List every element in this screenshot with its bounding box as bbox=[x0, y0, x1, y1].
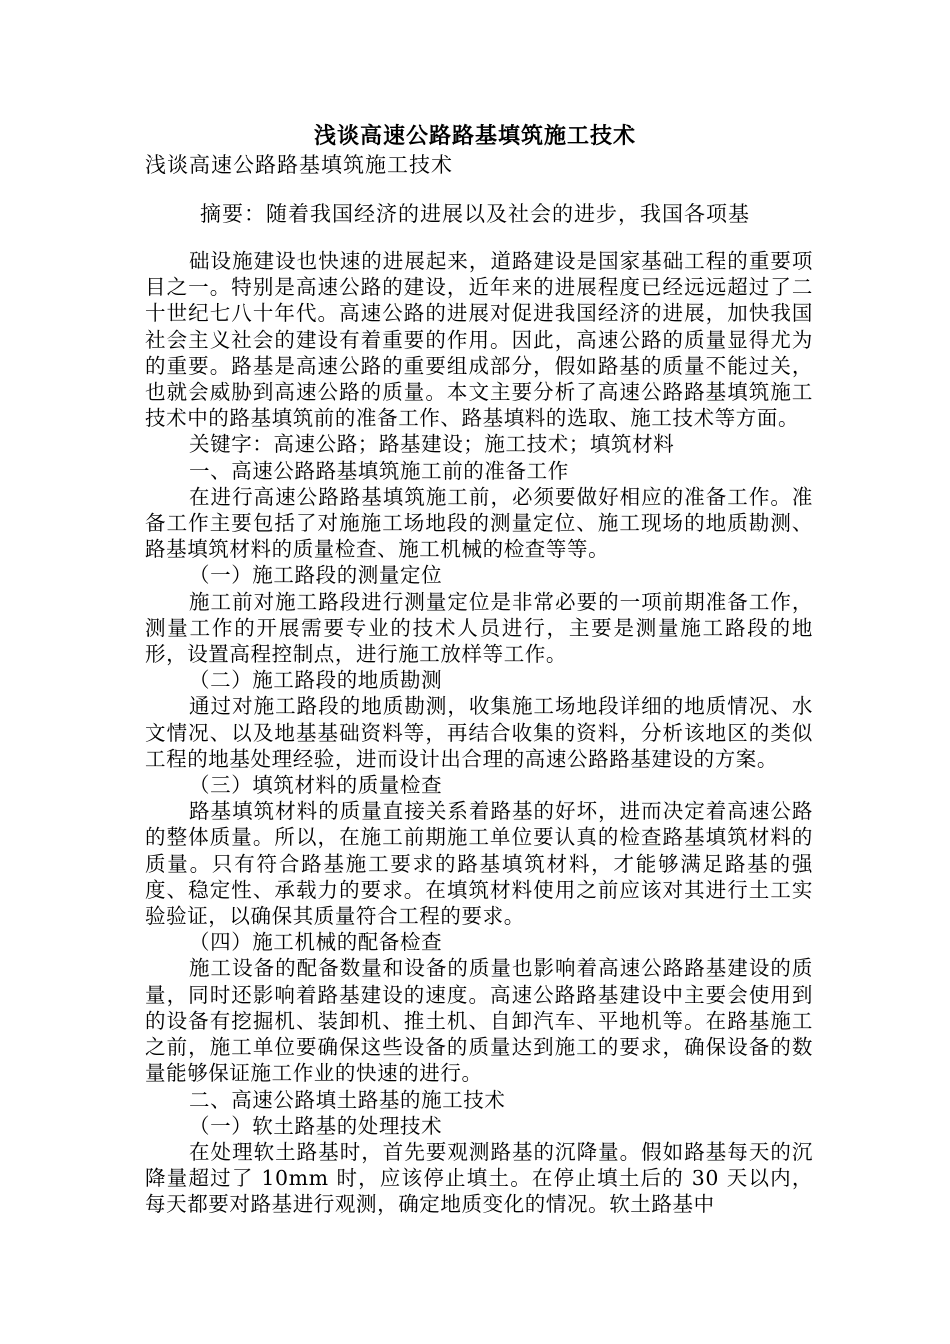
subsection-heading-1-2: （二）施工路段的地质勘测 bbox=[189, 668, 443, 693]
paragraph-material-inspection: 路基填筑材料的质量直接关系着路基的好坏，进而决定着高速公路的整体质量。所以，在施工前期施工单位要认真的检查路基填筑材料的质量。只有符合路基施工要求的路基填筑材料，才能够满足路基的强度、稳定性、承载力的要求。在填筑材料使用之前应该对其进行土工实验验证，以确保其质量符合工程的要求。 bbox=[145, 799, 813, 929]
abstract-lead-line: 摘要：随着我国经济的进展以及社会的进步，我国各项基 bbox=[200, 202, 750, 226]
document-body bbox=[145, 248, 813, 1218]
subsection-heading-1-1: （一）施工路段的测量定位 bbox=[189, 563, 443, 588]
keywords-line: 关键字：高速公路；路基建设；施工技术；填筑材料 bbox=[189, 432, 675, 457]
document-title: 浅谈高速公路路基填筑施工技术 bbox=[313, 123, 636, 149]
subsection-heading-1-4: （四）施工机械的配备检查 bbox=[189, 930, 443, 955]
section-heading-1: 一、高速公路路基填筑施工前的准备工作 bbox=[189, 458, 569, 483]
document-subtitle: 浅谈高速公路路基填筑施工技术 bbox=[145, 153, 453, 177]
paragraph-geological-survey: 通过对施工路段的地质勘测，收集施工场地段详细的地质情况、水文情况、以及地基基础资料等，再结合收集的资料，分析该地区的类似工程的地基处理经验，进而设计出合理的高速公路路基建设的方案。 bbox=[145, 694, 813, 771]
paragraph-prep-work: 在进行高速公路路基填筑施工前，必须要做好相应的准备工作。准备工作主要包括了对施施工场地段的测量定位、施工现场的地质勘测、路基填筑材料的质量检查、施工机械的检查等等。 bbox=[145, 484, 813, 562]
paragraph-soft-soil: 在处理软土路基时，首先要观测路基的沉降量。假如路基每天的沉降量超过了 10mm 时，应该停止填土。在停止填土后的 30 天以内，每天都要对路基进行观测，确定地质变化的情况。软土路基中 bbox=[145, 1139, 813, 1217]
section-heading-2: 二、高速公路填土路基的施工技术 bbox=[189, 1087, 506, 1112]
paragraph-machinery-check: 施工设备的配备数量和设备的质量也影响着高速公路路基建设的质量，同时还影响着路基建设的速度。高速公路路基建设中主要会使用到的设备有挖掘机、装卸机、推土机、自卸汽车、平地机等。在路基施工之前，施工单位要确保这些设备的质量达到施工的要求，确保设备的数量能够保证施工作业的快速的进行。 bbox=[145, 956, 813, 1086]
subsection-heading-2-1: （一）软土路基的处理技术 bbox=[189, 1113, 443, 1138]
paragraph-survey-positioning: 施工前对施工路段进行测量定位是非常必要的一项前期准备工作，测量工作的开展需要专业的技术人员进行，主要是测量施工路段的地形，设置高程控制点，进行施工放样等工作。 bbox=[145, 589, 813, 667]
subsection-heading-1-3: （三）填筑材料的质量检查 bbox=[189, 773, 443, 798]
paragraph-abstract-body: 础设施建设也快速的进展起来，道路建设是国家基础工程的重要项目之一。特别是高速公路的建设，近年来的进展程度已经远远超过了二十世纪七八十年代。高速公路的进展对促进我国经济的进展，加快我国社会主义社会的建设有着重要的作用。因此，高速公路的质量显得尤为的重要。路基是高速公路的重要组成部分，假如路基的质量不能过关，也就会威胁到高速公路的质量。本文主要分析了高速公路路基填筑施工技术中的路基填筑前的准备工作、路基填料的选取、施工技术等方面。 bbox=[145, 249, 813, 431]
